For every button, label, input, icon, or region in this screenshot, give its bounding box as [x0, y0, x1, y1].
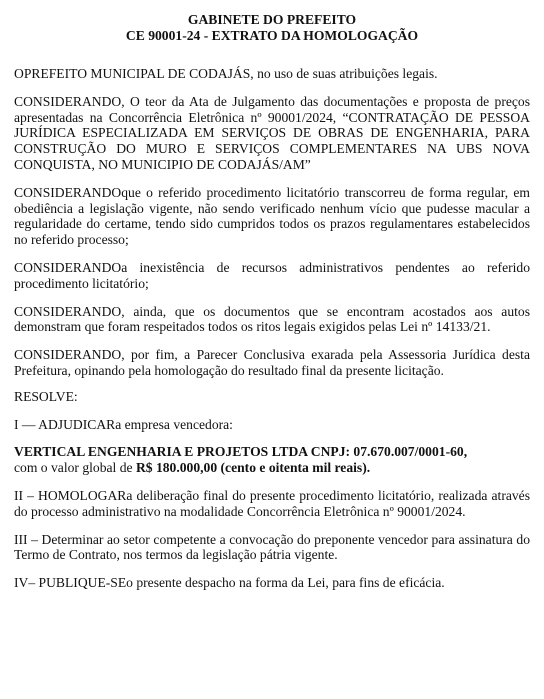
document-page: [14, 12, 530, 591]
considerando-2: CONSIDERANDOque o referido procedimento licitatório transcorreu de forma regular, em obediência a legislação vigente, não sendo verificado nenhum vício que pudesse macular a regularidade do certame, tendo sido cumpridos todos os prazos regulamentares estabelecidos no referido processo;: [14, 184, 530, 248]
considerando-1: CONSIDERANDO, O teor da Ata de Julgamento das documentações e proposta de preços apresentadas na Concorrência Eletrônica nº 90001/2024, “CONTRATAÇÃO DE PESSOA JURÍDICA ESPECIALIZADA EM SERVIÇOS DE OBRAS DE ENGENHARIA, PARA CONSTRUÇÃO DO MURO E SERVIÇOS COMPLEMENTARES NA UBS NOVA CONQUISTA, NO MUNICIPIO DE CODAJÁS/AM”: [14, 93, 530, 172]
winner-block: [14, 444, 530, 476]
resolve-heading: RESOLVE:: [14, 388, 78, 404]
item-4-publique: IV– PUBLIQUE-SEo presente despacho na forma da Lei, para fins de eficácia.: [14, 575, 445, 591]
considerando-5: CONSIDERANDO, por fim, a Parecer Conclusiva exarada pela Assessoria Jurídica desta Prefeitura, opinando pela homologação do resultado final da presente licitação.: [14, 347, 530, 378]
considerando-3: CONSIDERANDOa inexistência de recursos administrativos pendentes ao referido procedimento licitatório;: [14, 259, 530, 291]
considerando-4: CONSIDERANDO, ainda, que os documentos que se encontram acostados aos autos demonstram que foram respeitados todos os ritos legais exigidos pelas Lei nº 14133/21.: [14, 303, 530, 335]
item-1-adjudicar: I — ADJUDICARa empresa vencedora:: [14, 416, 233, 432]
item-2-homologar: II – HOMOLOGARa deliberação final do presente procedimento licitatório, realizada através do processo administrativo na modalidade Concorrência Eletrônica nº 90001/2024.: [14, 487, 530, 519]
winner-company: VERTICAL ENGENHARIA E PROJETOS LTDA CNPJ: 07.670.007/0001-60,: [14, 444, 468, 460]
header-subtitle: CE 90001-24 - EXTRATO DA HOMOLOGAÇÃO: [125, 28, 419, 43]
intro-paragraph: OPREFEITO MUNICIPAL DE CODAJÁS, no uso de suas atribuições legais.: [14, 66, 438, 81]
value-amount: R$ 180.000,00 (cento e oitenta mil reais).: [135, 460, 371, 476]
item-3-determinar: III – Determinar ao setor competente a convocação do preponente vencedor para assinatura do Termo de Contrato, nos termos da legislação pátria vigente.: [14, 531, 530, 563]
header-title: GABINETE DO PREFEITO: [187, 12, 357, 27]
winner-value-line: [14, 460, 530, 476]
value-prefix: com o valor global de: [14, 460, 136, 476]
document-header: [14, 12, 530, 44]
